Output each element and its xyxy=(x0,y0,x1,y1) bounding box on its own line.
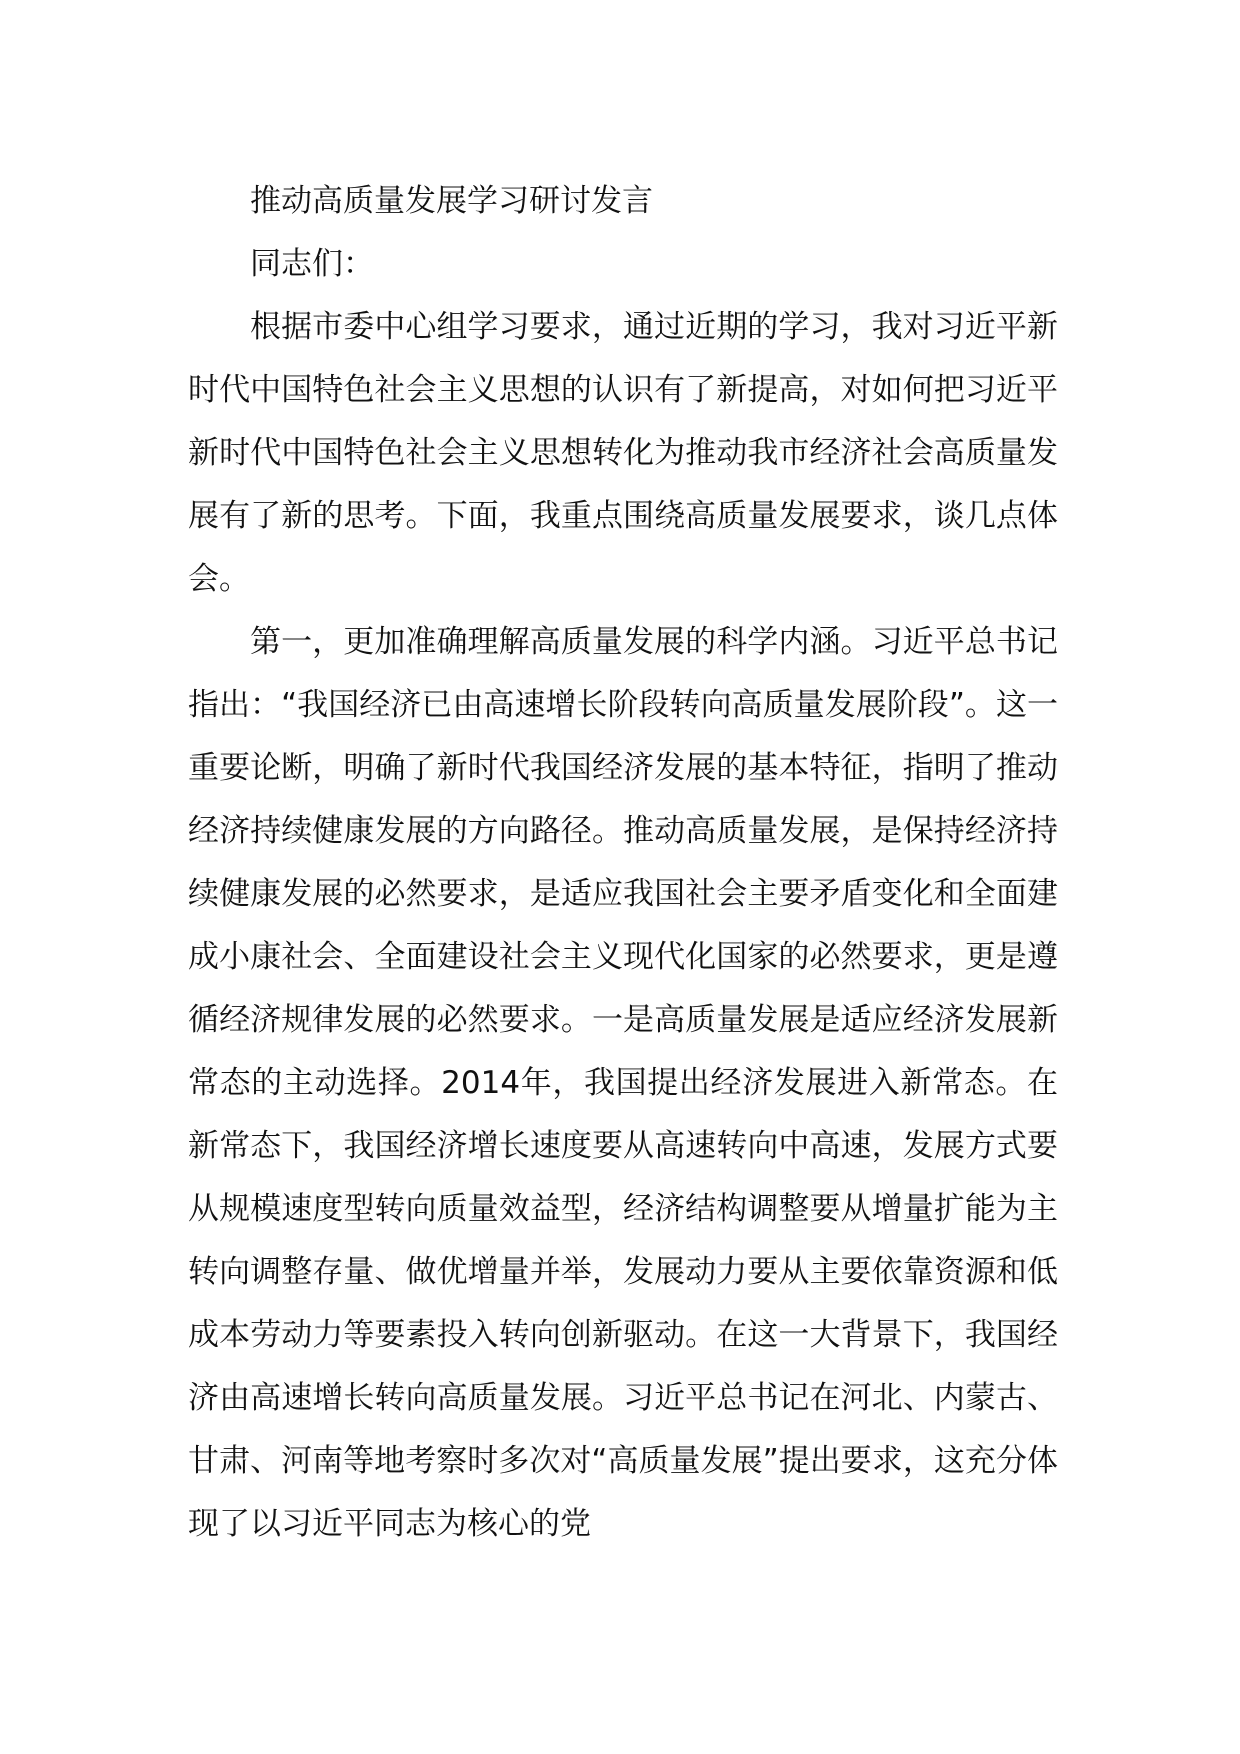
paragraph-first-point: 第一，更加准确理解高质量发展的科学内涵。习近平总书记指出：“我国经济已由高速增长阶段转向高质量发展阶段”。这一重要论断，明确了新时代我国经济发展的基本特征，指明了推动经济持续健康发展的方向路径。推动高质量发展，是保持经济持续健康发展的必然要求，是适应我国社会主要矛盾变化和全面建成小康社会、全面建设社会主义现代化国家的必然要求，更是遵循经济规律发展的必然要求。一是高质量发展是适应经济发展新常态的主动选择。2014年，我国提出经济发展进入新常态。在新常态下，我国经济增长速度要从高速转向中高速，发展方式要从规模速度型转向质量效益型，经济结构调整要从增量扩能为主转向调整存量、做优增量并举，发展动力要从主要依靠资源和低成本劳动力等要素投入转向创新驱动。在这一大背景下，我国经济由高速增长转向高质量发展。习近平总书记在河北、内蒙古、甘肃、河南等地考察时多次对“高质量发展”提出要求，这充分体现了以习近平同志为核心的党 xyxy=(188,624,1058,1542)
salutation: 同志们： xyxy=(250,246,374,282)
document-body xyxy=(188,170,1058,1556)
paragraph-intro: 根据市委中心组学习要求，通过近期的学习，我对习近平新时代中国特色社会主义思想的认识有了新提高，对如何把习近平新时代中国特色社会主义思想转化为推动我市经济社会高质量发展有了新的思考。下面，我重点围绕高质量发展要求，谈几点体会。 xyxy=(188,309,1058,597)
document-title: 推动高质量发展学习研讨发言 xyxy=(250,183,653,219)
